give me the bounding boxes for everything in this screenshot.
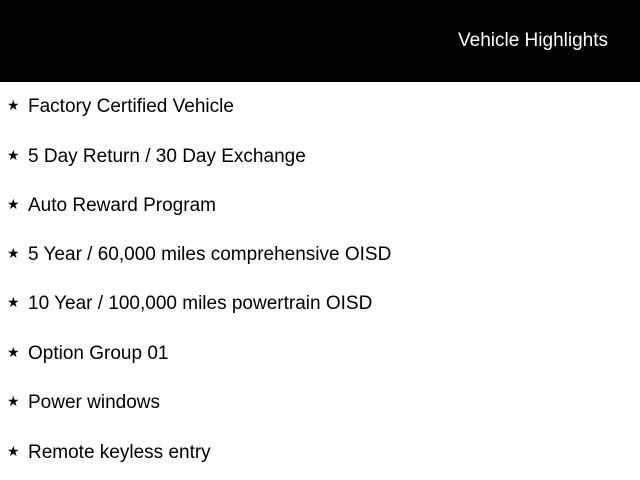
star-icon: ★ (7, 294, 20, 310)
highlight-label: Power windows (28, 392, 160, 413)
list-item (0, 142, 640, 172)
highlights-header (0, 0, 640, 82)
star-icon: ★ (7, 196, 20, 212)
list-item (0, 289, 640, 319)
list-item (0, 339, 640, 369)
highlight-label: 5 Year / 60,000 miles comprehensive OISD (28, 244, 392, 265)
list-item (0, 92, 640, 122)
page-title: Vehicle Highlights (458, 30, 608, 51)
highlight-label: Auto Reward Program (28, 195, 216, 216)
star-icon: ★ (7, 443, 20, 459)
highlight-label: 10 Year / 100,000 miles powertrain OISD (28, 293, 373, 314)
highlight-label: Option Group 01 (28, 343, 169, 364)
star-icon: ★ (7, 245, 20, 261)
list-item (0, 191, 640, 221)
star-icon: ★ (7, 147, 20, 163)
list-item (0, 388, 640, 418)
highlight-label: Factory Certified Vehicle (28, 96, 234, 117)
highlight-label: 5 Day Return / 30 Day Exchange (28, 146, 306, 167)
star-icon: ★ (7, 97, 20, 113)
list-item (0, 438, 640, 468)
highlight-label: Remote keyless entry (28, 442, 211, 463)
star-icon: ★ (7, 393, 20, 409)
list-item (0, 240, 640, 270)
star-icon: ★ (7, 344, 20, 360)
